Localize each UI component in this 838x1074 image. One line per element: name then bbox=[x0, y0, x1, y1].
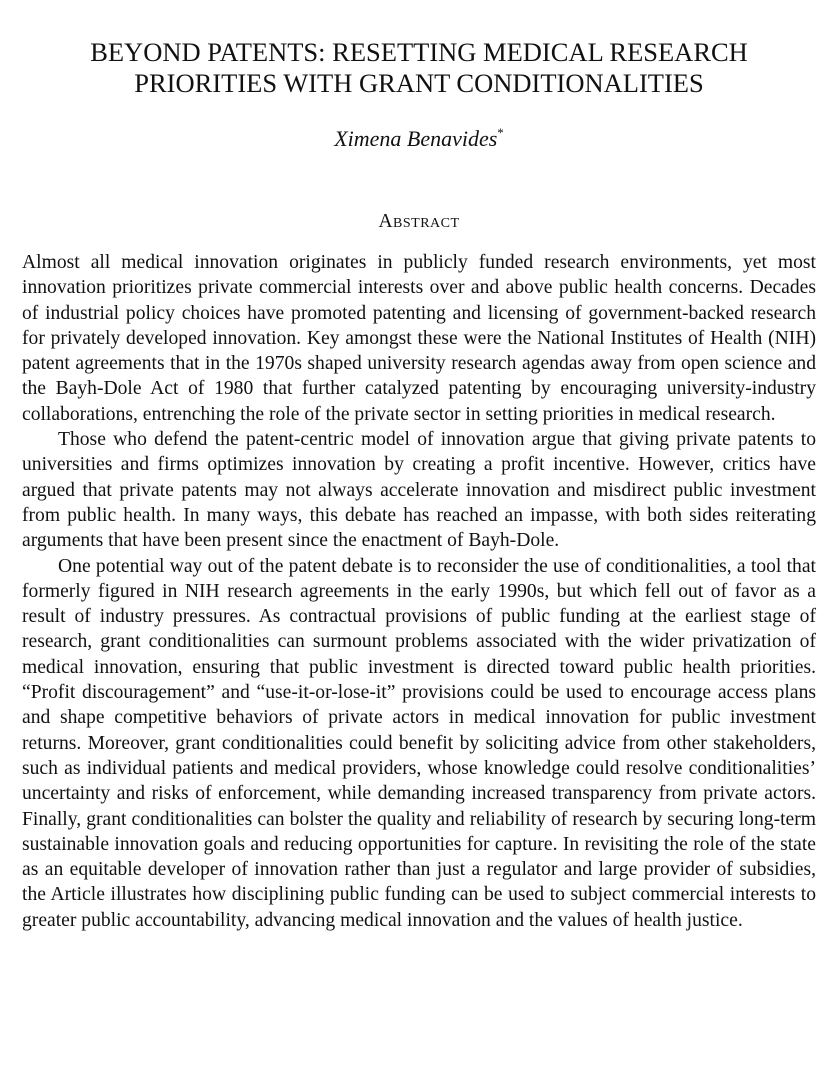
abstract-paragraph-3: One potential way out of the patent debate is to reconsider the use of conditionalities, a tool that formerly figured in NIH research agreements in the early 1990s, but which fell out of favor as a result of industry pressures. As contractual provisions of public funding at the earliest stage of research, grant conditionalities can surmount problems associated with the wider privatization of medical innovation, ensuring that public investment is directed toward public health priorities. “Profit discouragement” and “use-it-or-lose-it” provisions could be used to encourage access plans and shape competitive behaviors of private actors in medical innovation for public investment returns. Moreover, grant conditionalities could benefit by soliciting advice from other stakeholders, such as individual patients and medical providers, whose knowledge could resolve conditionalities’ uncertainty and risks of enforcement, while demanding increased transparency from private actors. Finally, grant conditionalities can bolster the quality and reliability of research by securing long-term sustainable innovation goals and reducing opportunities for capture. In revisiting the role of the state as an equitable developer of innovation rather than just a regulator and large provider of subsidies, the Article illustrates how disciplining public funding can be used to subject commercial interests to greater public accountability, advancing medical innovation and the values of health justice. bbox=[22, 555, 816, 931]
abstract-heading: Abstract bbox=[378, 211, 460, 232]
abstract-paragraph-1: Almost all medical innovation originates in publicly funded research environments, yet most innovation prioritizes private commercial interests over and above public health concerns. Decades of industrial policy choices have promoted patenting and licensing of government-backed research for privately developed innovation. Key amongst these were the National Institutes of Health (NIH) patent agreements that in the 1970s shaped university research agendas away from open science and the Bayh-Dole Act of 1980 that further catalyzed patenting by encouraging university-industry collaborations, entrenching the role of the private sector in setting priorities in medical research. bbox=[22, 252, 816, 425]
article-title bbox=[22, 37, 816, 99]
author-footnote-mark: * bbox=[497, 125, 504, 140]
paper-page bbox=[22, 0, 816, 933]
author-name: Ximena Benavides bbox=[334, 126, 498, 151]
abstract-body bbox=[22, 250, 816, 933]
article-title-line-1: BEYOND PATENTS: RESETTING MEDICAL RESEARCH bbox=[90, 37, 748, 67]
abstract-paragraph-2: Those who defend the patent-centric model of innovation argue that giving private patents to universities and firms optimizes innovation by creating a profit incentive. However, critics have argued that private patents may not always accelerate innovation and misdirect public investment from public health. In many ways, this debate has reached an impasse, with both sides reiterating arguments that have been present since the enactment of Bayh-Dole. bbox=[22, 429, 816, 552]
article-title-line-2: PRIORITIES WITH GRANT CONDITIONALITIES bbox=[134, 68, 704, 98]
author-byline bbox=[22, 126, 816, 152]
